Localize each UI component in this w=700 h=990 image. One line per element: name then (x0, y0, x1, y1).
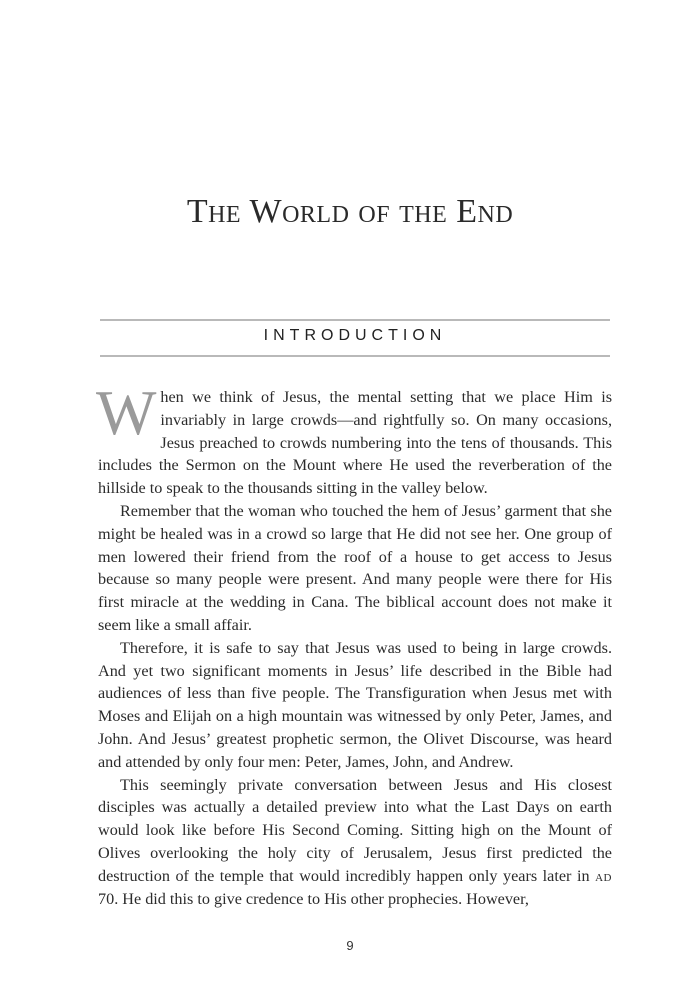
chapter-title (0, 193, 700, 231)
heading-rule-bottom (100, 355, 610, 357)
paragraph-4-text-b: 70. He did this to give credence to His other prophecies. However, (98, 889, 529, 908)
drop-cap: W (96, 377, 157, 448)
paragraph-3: Therefore, it is safe to say that Jesus was used to being in large crowds. And yet two significant moments in Jesus’ life described in the Bible had audiences of less than five people. The Transfiguration when Jesus met with Moses and Elijah on a high mountain was witnessed by only Peter, James, and John. And Jesus’ greatest prophetic sermon, the Olivet Discourse, was heard and attended by only four men: Peter, James, John, and Andrew. (98, 638, 612, 771)
heading-rule-top (100, 319, 610, 321)
paragraph-4 (98, 774, 612, 911)
body-text (96, 377, 612, 910)
paragraph-1-text: hen we think of Jesus, the mental setting that we place Him is invariably in large crowds—and rightfully so. On many occasions, Jesus preached to crowds numbering into the tens of thousands. This includes the Sermon on the Mount where He used the reverberation of the hillside to speak to the thousands sitting in the valley below. (98, 388, 612, 498)
section-heading: INTRODUCTION (263, 327, 447, 344)
page-number: 9 (346, 938, 354, 953)
paragraph-2: Remember that the woman who touched the hem of Jesus’ garment that she might be healed was in a crowd so large that He did not see her. One group of men lowered their friend from the roof of a house to get access to Jesus because so many people were present. And many people were there for His first miracle at the wedding in Cana. The biblical account does not make it seem like a small affair. (98, 501, 612, 634)
chapter-title-text: The World of the End (186, 193, 514, 230)
paragraph-4-text-a: This seemingly private conversation between Jesus and His closest disciples was actually a detailed preview into what the Last Days on earth would look like before His Second Coming. Sitting high on the Mount of Olives overlooking the holy city of Jerusalem, Jesus first predicted the destruction of the temple that would incredibly happen only years later in (98, 775, 612, 885)
paragraph-1 (96, 377, 612, 500)
era-abbreviation: ad (595, 866, 612, 885)
